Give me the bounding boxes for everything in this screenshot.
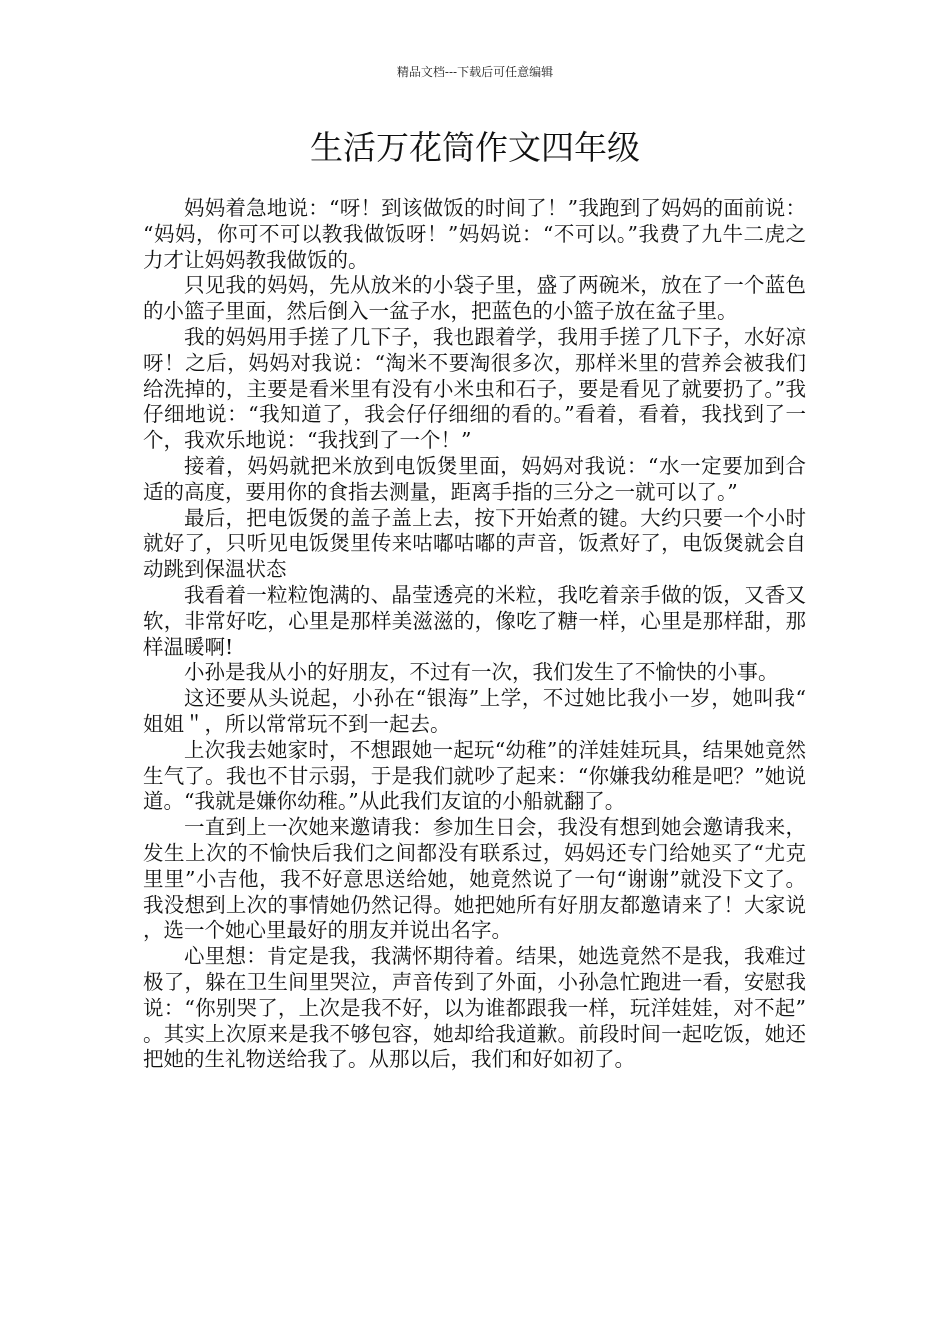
paragraph: 小孙是我从小的好朋友，不过有一次，我们发生了不愉快的小事。 <box>184 660 779 685</box>
document-body <box>143 196 806 1073</box>
paragraph: 只见我的妈妈，先从放米的小袋子里，盛了两碗米，放在了一个蓝色的小篮子里面，然后倒入一盆子水，把蓝色的小篮子放在盆子里。 <box>143 273 806 324</box>
header-note: 精品文档---下载后可任意编辑 <box>396 65 554 79</box>
paragraph: 接着，妈妈就把米放到电饭煲里面，妈妈对我说：“水一定要加到合适的高度，要用你的食指去测量，距离手指的三分之一就可以了。” <box>143 453 806 504</box>
paragraph: 最后，把电饭煲的盖子盖上去，按下开始煮的键。大约只要一个小时就好了，只听见电饭煲里传来咕嘟咕嘟的声音，饭煮好了，电饭煲就会自动跳到保温状态 <box>143 505 806 582</box>
paragraph: 上次我去她家时，不想跟她一起玩“幼稚”的洋娃娃玩具，结果她竟然生气了。我也不甘示弱，于是我们就吵了起来：“你嫌我幼稚是吧？”她说道。“我就是嫌你幼稚。”从此我们友谊的小船就翻了。 <box>143 737 806 814</box>
paragraph: 妈妈着急地说：“呀！到该做饭的时间了！”我跑到了妈妈的面前说：“妈妈，你可不可以教我做饭呀！”妈妈说：“不可以。”我费了九牛二虎之力才让妈妈教我做饭的。 <box>143 196 806 272</box>
document-title: 生活万花筒作文四年级 <box>310 128 640 167</box>
paragraph: 我的妈妈用手搓了几下子，我也跟着学，我用手搓了几下子，水好凉呀！之后，妈妈对我说：“淘米不要淘很多次，那样米里的营养会被我们给洗掉的，主要是看米里有没有小米虫和石子，要是看见了就要扔了。”我仔细地说：“我知道了，我会仔仔细细的看的。”看着，看着，我找到了一个，我欢乐地说：“我找到了一个！” <box>143 324 806 453</box>
paragraph: 心里想：肯定是我，我满怀期待着。结果，她选竟然不是我，我难过极了，躲在卫生间里哭泣，声音传到了外面，小孙急忙跑进一看，安慰我说：“你别哭了，上次是我不好，以为谁都跟我一样，玩洋娃娃，对不起”。其实上次原来是我不够包容，她却给我道歉。前段时间一起吃饭，她还把她的生礼物送给我了。从那以后，我们和好如初了。 <box>143 944 806 1072</box>
paragraph: 我看着一粒粒饱满的、晶莹透亮的米粒，我吃着亲手做的饭，又香又软，非常好吃，心里是那样美滋滋的，像吃了糖一样，心里是那样甜，那样温暖啊! <box>143 582 806 659</box>
paragraph: 这还要从头说起，小孙在“银海”上学，不过她比我小一岁，她叫我“姐姐＂，所以常常玩不到一起去。 <box>143 686 806 736</box>
paragraph: 一直到上一次她来邀请我：参加生日会，我没有想到她会邀请我来，发生上次的不愉快后我们之间都没有联系过，妈妈还专门给她买了“尤克里里”小吉他，我不好意思送给她，她竟然说了一句“谢谢”就没下文了。我没想到上次的事情她仍然记得。她把她所有好朋友都邀请来了！大家说，选一个她心里最好的朋友并说出名字。 <box>143 815 806 943</box>
